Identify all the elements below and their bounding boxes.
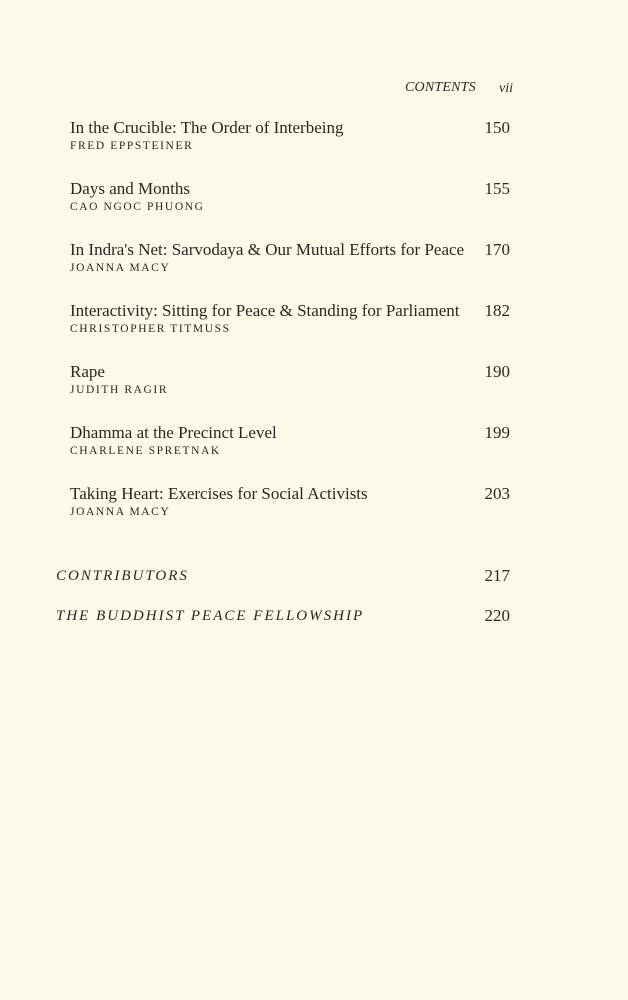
- toc-entry-page: 150: [484, 118, 510, 137]
- toc-entry-author: FRED EPPSTEINER: [70, 140, 194, 152]
- toc-entry-title: Dhamma at the Precinct Level: [70, 423, 277, 442]
- toc-entry-page: 199: [484, 423, 510, 442]
- back-matter-label: THE BUDDHIST PEACE FELLOWSHIP: [56, 608, 365, 624]
- back-matter-entry: [56, 566, 510, 586]
- running-head-title: CONTENTS: [405, 80, 476, 95]
- toc-entry-title: Interactivity: Sitting for Peace & Standing for Parliament: [70, 301, 460, 320]
- toc-entry-author: CAO NGOC PHUONG: [70, 201, 205, 213]
- toc-entry-author: JOANNA MACY: [70, 506, 171, 518]
- toc-entry-page: 182: [484, 301, 510, 320]
- running-head-page-number: vii: [499, 81, 513, 96]
- toc-entry-page: 203: [484, 484, 510, 503]
- back-matter-label: CONTRIBUTORS: [56, 568, 189, 584]
- toc-entry-author: JOANNA MACY: [70, 262, 171, 274]
- toc-entry-author: JUDITH RAGIR: [70, 384, 169, 396]
- toc-entry: [70, 362, 510, 396]
- toc-entry-title: Days and Months: [70, 179, 190, 198]
- toc-entry: [70, 423, 510, 457]
- back-matter-page: 220: [484, 606, 510, 625]
- toc-entry-author: CHRISTOPHER TITMUSS: [70, 323, 231, 335]
- toc-entry-title: In Indra's Net: Sarvodaya & Our Mutual Efforts for Peace: [70, 240, 465, 259]
- toc-entry: [70, 118, 510, 152]
- back-matter-entry: [56, 606, 510, 626]
- back-matter-page: 217: [484, 566, 510, 585]
- toc-entry-page: 155: [484, 179, 510, 198]
- toc-entry: [70, 179, 510, 213]
- toc-entry-title: Rape: [70, 362, 105, 381]
- toc-entry-title: Taking Heart: Exercises for Social Activists: [70, 484, 368, 503]
- toc-entry-title: In the Crucible: The Order of Interbeing: [70, 118, 344, 137]
- running-head: [0, 80, 628, 100]
- toc-entry: [70, 240, 510, 274]
- toc-entry-page: 190: [484, 362, 510, 381]
- toc-entry: [70, 484, 510, 518]
- toc-entry-author: CHARLENE SPRETNAK: [70, 445, 221, 457]
- toc-entry-page: 170: [484, 240, 510, 259]
- toc-entry: [70, 301, 510, 335]
